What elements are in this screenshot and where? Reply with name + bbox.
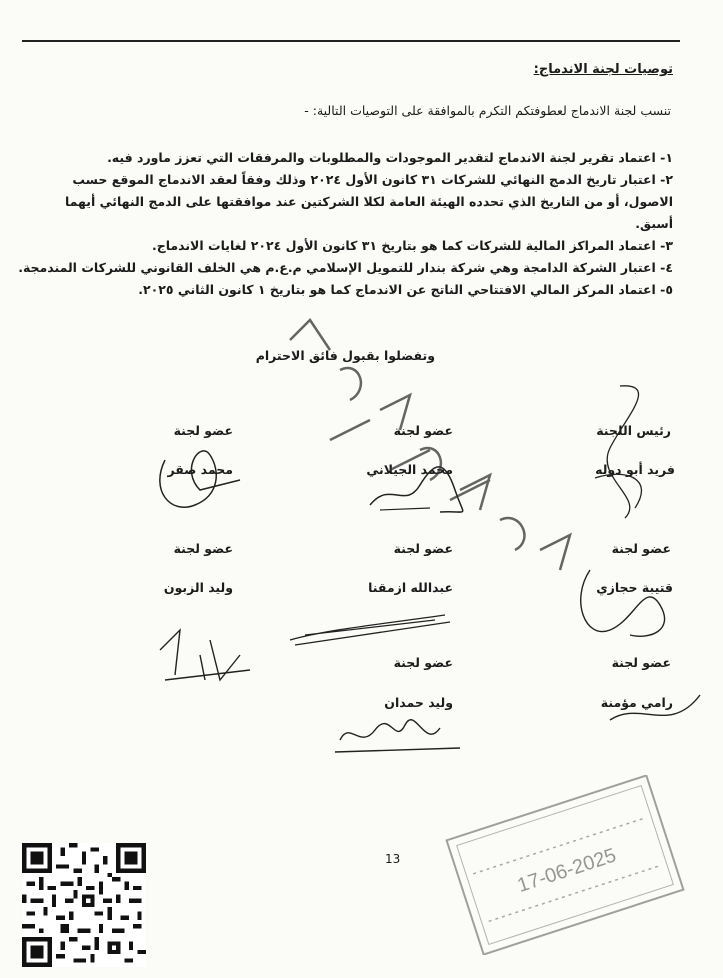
signature-member [600,680,715,740]
signatory-role: عضو لجنة [393,423,453,438]
signature-member [150,440,260,520]
page-number: 13 [385,852,401,866]
signatory-name: محمد صقر [167,462,233,477]
diagonal-stamp-mark [250,300,610,600]
recommendation-item: ٣- اعتماد المراكز المالية للشركات كما هو بتاريخ ٣١ كانون الأول ٢٠٢٤ لغايات الاندماج. [151,238,673,253]
top-rule [22,40,680,42]
stamp-date-text: 17-06-2025 [514,844,619,897]
recommendation-item: ١- اعتماد تقرير لجنة الاندماج لتقدير الموجودات والمطلوبات والمرفقات التي تعزز ماورد فيه. [107,150,673,165]
signatory-name: عبدالله ازمقنا [368,580,453,595]
signatory-role: عضو لجنة [393,655,453,670]
signatory-role: عضو لجنة [173,423,233,438]
recommendation-item: ٢- اعتبار تاريخ الدمج النهائي للشركات ٣١ كانون الأول ٢٠٢٤ وذلك وفقاً لعقد الاندماج الموقع حسب الاصول، أو من التاريخ الذي تحدده الهيئة العامة لكلا الشركتين عند موافقتها على الدمج النهائي أيهما أسبق. [64,172,673,231]
signature-member [150,600,260,690]
section-heading: توصيات لجنة الاندماج: [533,62,673,77]
signatory-name: وليد حمدان [384,695,453,710]
signatory-role: عضو لجنة [611,655,671,670]
signatory-role: عضو لجنة [173,541,233,556]
signatory-name: وليد الزبون [163,580,233,595]
signatory-role: عضو لجنة [611,541,671,556]
signatory-name: محمد الجيلاني [366,462,453,477]
recommendation-item: ٥- اعتماد المركز المالي الافتتاحي الناتج عن الاندماج كما هو بتاريخ ١ كانون الثاني ٢٠٢٥. [138,282,673,297]
signatory-role: عضو لجنة [393,541,453,556]
signature-member [330,710,470,760]
signatory-name: فريد أبو دوله [595,462,675,477]
date-stamp [430,775,700,955]
recommendations-list [18,147,673,301]
closing-line: وتفضلوا بقبول فائق الاحترام [255,348,435,363]
recommendation-item: ٤- اعتبار الشركة الدامجة وهي شركة بندار للتمويل الإسلامي م.ع.م هي الخلف القانوني للشركات المندمجة. [18,260,673,275]
signatory-role: رئيس اللجنة [596,423,671,438]
intro-paragraph: تنسب لجنة الاندماج لعطوفتكم التكرم بالموافقة على التوصيات التالية: - [304,103,671,118]
signature-member [285,600,455,660]
signatory-name: قتيبة حجازي [596,580,673,595]
qr-code [22,843,146,967]
signatory-name: رامي مؤمنة [600,695,673,710]
